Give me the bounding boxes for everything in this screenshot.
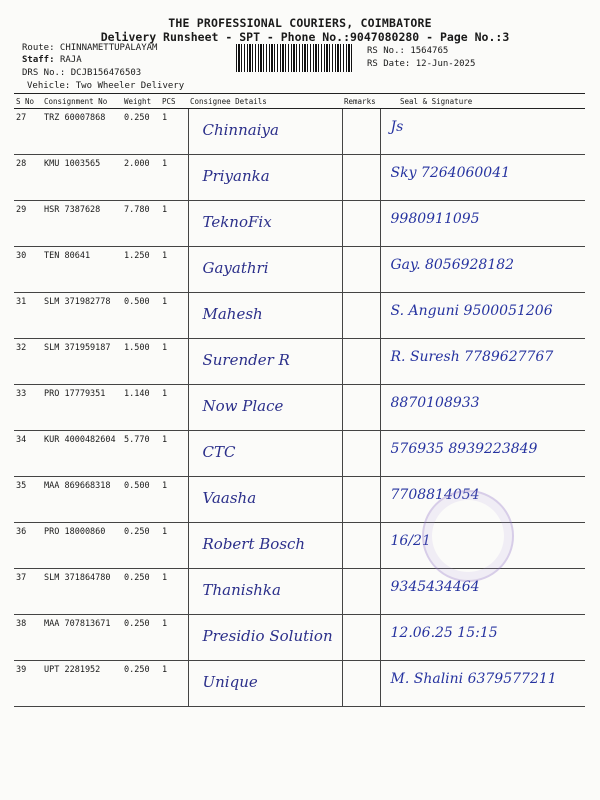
cell-pcs [160,109,188,155]
cell-weight [122,431,160,477]
signature-handwriting: Sky 7264060041 [390,165,511,181]
cell-pcs [160,661,188,707]
cell-consignment [42,523,122,569]
cell-pcs-text: 1 [162,665,168,675]
cell-weight-text: 1.250 [124,251,150,261]
cell-consignment [42,339,122,385]
cell-weight [122,201,160,247]
signature-handwriting: 16/21 [390,533,431,549]
rs-number: RS No.: 1564765 [367,46,449,56]
drs-info: DRS No.: DCJB156476503 [22,68,142,78]
cell-sno-text: 39 [16,665,27,675]
cell-weight-text: 0.500 [124,481,150,491]
consignee-handwriting: Thanishka [202,581,281,599]
cell-consignment-text: MAA 869668318 [44,481,111,491]
cell-signature [380,109,585,155]
cell-pcs-text: 1 [162,113,168,123]
cell-remarks [342,385,380,431]
staff-label: Staff: [22,55,55,65]
consignee-handwriting: Gayathri [202,259,269,277]
cell-signature [380,661,585,707]
cell-consignment [42,201,122,247]
signature-handwriting: 576935 8939223849 [390,441,538,457]
signature-handwriting: R. Suresh 7789627767 [390,349,554,365]
cell-consignee [188,247,342,293]
document-title: THE PROFESSIONAL COURIERS, COIMBATORE [168,16,432,30]
cell-sno-text: 31 [16,297,27,307]
cell-pcs-text: 1 [162,573,168,583]
runsheet-table [14,93,585,707]
cell-sno [14,339,42,385]
staff-value: RAJA [59,55,82,65]
cell-consignment [42,385,122,431]
cell-weight-text: 0.250 [124,619,150,629]
cell-weight [122,155,160,201]
cell-remarks [342,339,380,385]
cell-pcs [160,615,188,661]
cell-consignment [42,155,122,201]
cell-consignment [42,615,122,661]
cell-consignment [42,569,122,615]
table-row [14,247,585,293]
cell-weight [122,293,160,339]
cell-remarks [342,431,380,477]
cell-weight [122,523,160,569]
signature-handwriting: 9345434464 [390,579,480,595]
table-row [14,155,585,201]
cell-sno [14,109,42,155]
col-pcs: PCS [160,94,188,109]
cell-consignee [188,615,342,661]
cell-consignee [188,109,342,155]
cell-weight [122,247,160,293]
cell-remarks [342,109,380,155]
signature-handwriting: M. Shalini 6379577211 [390,671,557,687]
signature-handwriting: 9980911095 [390,211,480,227]
cell-remarks [342,155,380,201]
signature-handwriting: 7708814054 [390,487,480,503]
cell-remarks [342,569,380,615]
cell-pcs [160,339,188,385]
consignee-handwriting: Mahesh [202,305,263,323]
cell-weight [122,615,160,661]
cell-sno-text: 34 [16,435,27,445]
cell-remarks [342,293,380,339]
document-subtitle: Delivery Runsheet - SPT - Phone No.:9047080280 - Page No.:3 [100,30,510,44]
cell-consignee [188,523,342,569]
cell-signature [380,615,585,661]
signature-handwriting: Js [390,119,404,135]
col-weight: Weight [122,94,160,109]
cell-consignment-text: TRZ 60007868 [44,113,106,123]
cell-sno-text: 30 [16,251,27,261]
barcode [236,44,352,72]
table-row [14,431,585,477]
cell-sno-text: 29 [16,205,27,215]
cell-remarks [342,477,380,523]
cell-pcs [160,247,188,293]
col-remarks: Remarks [342,94,380,109]
cell-consignment [42,109,122,155]
col-consignee: Consignee Details [188,94,342,109]
cell-consignment [42,247,122,293]
cell-weight-text: 7.780 [124,205,150,215]
consignee-handwriting: CTC [202,443,236,461]
cell-sno-text: 38 [16,619,27,629]
cell-sno [14,201,42,247]
cell-consignment-text: KUR 4000482604 [44,435,116,445]
consignee-handwriting: Unique [202,673,258,691]
cell-consignee [188,477,342,523]
table-row [14,615,585,661]
consignee-handwriting: Now Place [202,397,284,415]
consignee-handwriting: Presidio Solution [202,627,333,645]
seal-stamp [422,490,514,582]
consignee-handwriting: Surender R [202,351,290,369]
cell-pcs-text: 1 [162,251,168,261]
cell-consignee [188,339,342,385]
consignee-handwriting: Priyanka [202,167,270,185]
cell-consignment-text: UPT 2281952 [44,665,101,675]
cell-consignee [188,569,342,615]
table-row [14,569,585,615]
cell-pcs-text: 1 [162,527,168,537]
cell-pcs [160,293,188,339]
table-header-row [14,94,585,109]
cell-pcs [160,569,188,615]
cell-pcs-text: 1 [162,205,168,215]
cell-consignee [188,661,342,707]
cell-signature [380,247,585,293]
cell-consignee [188,431,342,477]
cell-sno-text: 27 [16,113,27,123]
cell-sno-text: 37 [16,573,27,583]
cell-pcs [160,201,188,247]
cell-signature [380,339,585,385]
cell-remarks [342,661,380,707]
cell-consignment-text: TEN 80641 [44,251,91,261]
vehicle-info: Vehicle: Two Wheeler Delivery [27,81,185,91]
col-sno: S No [14,94,42,109]
cell-consignment [42,477,122,523]
cell-pcs-text: 1 [162,297,168,307]
cell-sno-text: 33 [16,389,27,399]
cell-pcs-text: 1 [162,389,168,399]
cell-sno [14,477,42,523]
cell-signature [380,293,585,339]
rs-date: RS Date: 12-Jun-2025 [367,59,476,69]
table-row [14,661,585,707]
signature-handwriting: 8870108933 [390,395,480,411]
cell-weight-text: 1.140 [124,389,150,399]
cell-consignee [188,293,342,339]
cell-consignment-text: KMU 1003565 [44,159,101,169]
cell-weight-text: 0.250 [124,665,150,675]
cell-remarks [342,523,380,569]
consignee-handwriting: Chinnaiya [202,121,279,139]
cell-weight-text: 1.500 [124,343,150,353]
cell-weight [122,385,160,431]
cell-pcs [160,385,188,431]
cell-pcs-text: 1 [162,481,168,491]
table-row [14,385,585,431]
cell-consignment-text: SLM 371982778 [44,297,111,307]
cell-remarks [342,615,380,661]
cell-sno [14,615,42,661]
cell-signature [380,385,585,431]
cell-pcs [160,523,188,569]
cell-weight-text: 0.250 [124,527,150,537]
cell-pcs-text: 1 [162,159,168,169]
consignee-handwriting: TeknoFix [202,213,272,231]
cell-sno [14,523,42,569]
cell-sno [14,569,42,615]
signature-handwriting: Gay. 8056928182 [390,257,515,273]
col-consignment: Consignment No [42,94,122,109]
cell-weight-text: 0.500 [124,297,150,307]
cell-sno [14,247,42,293]
cell-sno-text: 32 [16,343,27,353]
cell-consignment-text: MAA 707813671 [44,619,111,629]
consignee-handwriting: Robert Bosch [202,535,306,553]
cell-consignment [42,293,122,339]
cell-weight [122,477,160,523]
signature-handwriting: S. Anguni 9500051206 [390,303,553,319]
cell-consignee [188,155,342,201]
route-info: Route: CHINNAMETTUPALAYAM [22,43,158,53]
cell-weight [122,109,160,155]
cell-consignment [42,661,122,707]
cell-consignee [188,201,342,247]
cell-sno [14,431,42,477]
cell-remarks [342,247,380,293]
cell-sno-text: 35 [16,481,27,491]
cell-pcs [160,155,188,201]
cell-sno [14,661,42,707]
cell-pcs [160,477,188,523]
col-signature: Seal & Signature [380,94,585,109]
staff-info [22,55,82,66]
cell-signature [380,155,585,201]
cell-sno [14,385,42,431]
cell-pcs-text: 1 [162,435,168,445]
cell-weight-text: 0.250 [124,113,150,123]
cell-signature [380,431,585,477]
cell-weight [122,661,160,707]
table-row [14,293,585,339]
cell-consignment-text: SLM 371864780 [44,573,111,583]
signature-handwriting: 12.06.25 15:15 [390,625,498,641]
cell-sno-text: 28 [16,159,27,169]
cell-consignment-text: HSR 7387628 [44,205,101,215]
cell-weight [122,569,160,615]
cell-consignment-text: SLM 371959187 [44,343,111,353]
cell-consignment [42,431,122,477]
table-row [14,339,585,385]
cell-pcs-text: 1 [162,343,168,353]
table-row [14,109,585,155]
cell-sno [14,293,42,339]
cell-weight [122,339,160,385]
cell-signature [380,201,585,247]
cell-sno-text: 36 [16,527,27,537]
cell-weight-text: 2.000 [124,159,150,169]
cell-pcs-text: 1 [162,619,168,629]
cell-consignee [188,385,342,431]
cell-weight-text: 5.770 [124,435,150,445]
cell-remarks [342,201,380,247]
cell-pcs [160,431,188,477]
cell-sno [14,155,42,201]
table-row [14,201,585,247]
consignee-handwriting: Vaasha [202,489,257,507]
cell-consignment-text: PRO 18000860 [44,527,106,537]
cell-weight-text: 0.250 [124,573,150,583]
cell-consignment-text: PRO 17779351 [44,389,106,399]
